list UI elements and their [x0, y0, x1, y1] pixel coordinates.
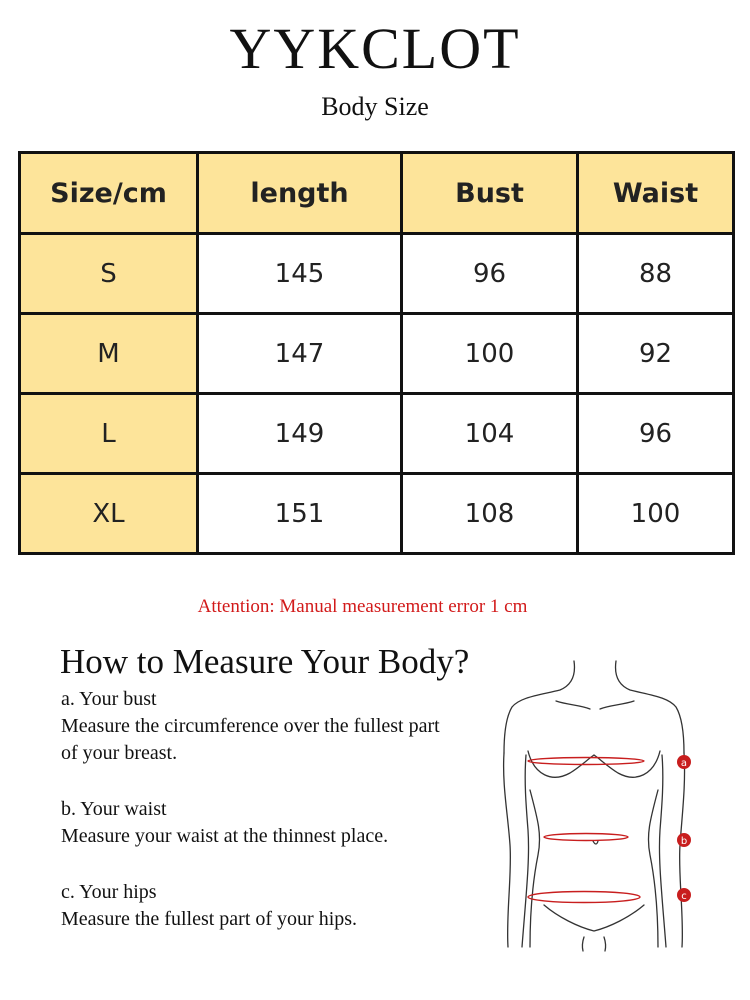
- bust-cell: 104: [402, 394, 578, 474]
- size-cell: L: [20, 394, 198, 474]
- waist-heading: b. Your waist: [61, 798, 167, 820]
- bust-cell: 108: [402, 474, 578, 554]
- bust-cell: 100: [402, 314, 578, 394]
- waist-cell: 92: [578, 314, 734, 394]
- measure-guide-title: How to Measure Your Body?: [60, 642, 470, 681]
- body-figure-illustration: [496, 655, 696, 955]
- table-row: [20, 394, 734, 474]
- marker-c-label: c: [681, 891, 687, 902]
- column-header: Size/cm: [20, 153, 198, 234]
- marker-a: [677, 755, 691, 769]
- size-table: [18, 151, 735, 555]
- marker-b-label: b: [680, 836, 688, 847]
- table-row: [20, 314, 734, 394]
- length-cell: 145: [198, 234, 402, 314]
- waist-cell: 100: [578, 474, 734, 554]
- length-cell: 151: [198, 474, 402, 554]
- waist-cell: 88: [578, 234, 734, 314]
- bust-instruction-line2: of your breast.: [61, 742, 178, 764]
- bust-cell: 96: [402, 234, 578, 314]
- marker-c: [677, 888, 691, 902]
- attention-note: Attention: Manual measurement error 1 cm: [197, 596, 528, 617]
- size-cell: M: [20, 314, 198, 394]
- column-header: Waist: [578, 153, 734, 234]
- hips-instruction: Measure the fullest part of your hips.: [61, 908, 358, 930]
- page-subtitle: Body Size: [321, 92, 429, 121]
- length-cell: 149: [198, 394, 402, 474]
- waist-instruction: Measure your waist at the thinnest place.: [61, 825, 389, 847]
- brand-title: YYKCLOT: [229, 16, 521, 81]
- size-cell: XL: [20, 474, 198, 554]
- column-header: length: [198, 153, 402, 234]
- hips-heading: c. Your hips: [61, 881, 157, 903]
- table-header-row: [20, 153, 734, 234]
- bust-heading: a. Your bust: [61, 688, 157, 710]
- length-cell: 147: [198, 314, 402, 394]
- table-row: [20, 234, 734, 314]
- marker-a-label: a: [680, 758, 688, 769]
- column-header: Bust: [402, 153, 578, 234]
- marker-b: [677, 833, 691, 847]
- size-cell: S: [20, 234, 198, 314]
- table-row: [20, 474, 734, 554]
- bust-instruction-line1: Measure the circumference over the fullest part: [61, 715, 440, 737]
- waist-cell: 96: [578, 394, 734, 474]
